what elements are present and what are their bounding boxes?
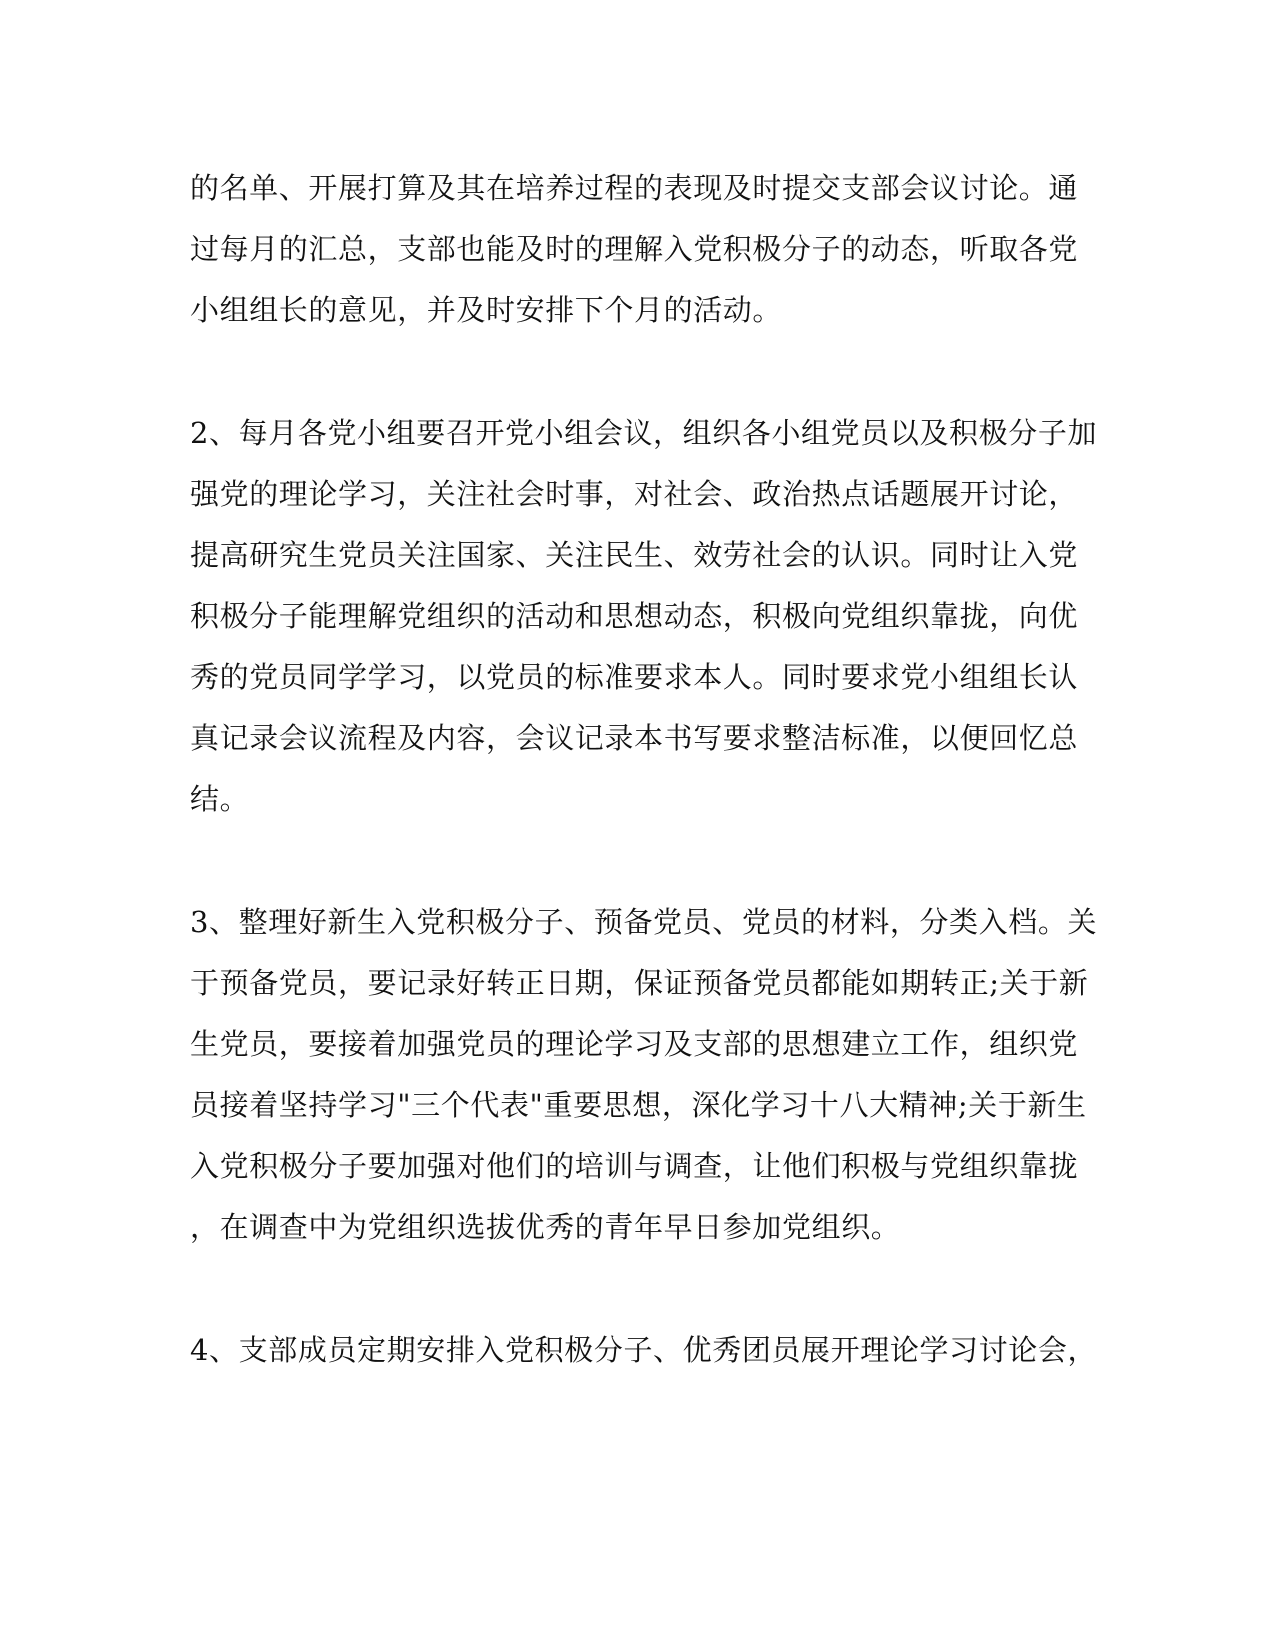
text-line: 员接着坚持学习"三个代表"重要思想，深化学习十八大精神;关于新生 bbox=[190, 1088, 1087, 1122]
text-line: 结。 bbox=[190, 782, 250, 816]
text-line: 入党积极分子要加强对他们的培训与调查，让他们积极与党组织靠拢 bbox=[190, 1149, 1079, 1183]
text-line: 提高研究生党员关注国家、关注民生、效劳社会的认识。同时让入党 bbox=[190, 538, 1079, 572]
text-line: 真记录会议流程及内容，会议记录本书写要求整洁标准，以便回忆总 bbox=[190, 721, 1079, 755]
text-line: 小组组长的意见，并及时安排下个月的活动。 bbox=[190, 293, 783, 327]
text-line: 于预备党员，要记录好转正日期，保证预备党员都能如期转正;关于新 bbox=[190, 966, 1089, 1000]
text-line: 积极分子能理解党组织的活动和思想动态，积极向党组织靠拢，向优 bbox=[190, 599, 1079, 633]
text-line: 过每月的汇总，支部也能及时的理解入党积极分子的动态，听取各党 bbox=[190, 232, 1079, 266]
text-line: 强党的理论学习，关注社会时事，对社会、政治热点话题展开讨论， bbox=[190, 477, 1079, 511]
text-line: 生党员，要接着加强党员的理论学习及支部的思想建立工作，组织党 bbox=[190, 1027, 1079, 1061]
text-line: 4、支部成员定期安排入党积极分子、优秀团员展开理论学习讨论会， bbox=[190, 1333, 1098, 1367]
text-line: 2、每月各党小组要召开党小组会议，组织各小组党员以及积极分子加 bbox=[190, 416, 1098, 450]
text-line: 3、整理好新生入党积极分子、预备党员、党员的材料，分类入档。关 bbox=[190, 905, 1098, 939]
text-line: 秀的党员同学学习，以党员的标准要求本人。同时要求党小组组长认 bbox=[190, 660, 1079, 694]
text-line: ，在调查中为党组织选拔优秀的青年早日参加党组织。 bbox=[190, 1210, 901, 1244]
text-line: 的名单、开展打算及其在培养过程的表现及时提交支部会议讨论。通 bbox=[190, 171, 1079, 205]
